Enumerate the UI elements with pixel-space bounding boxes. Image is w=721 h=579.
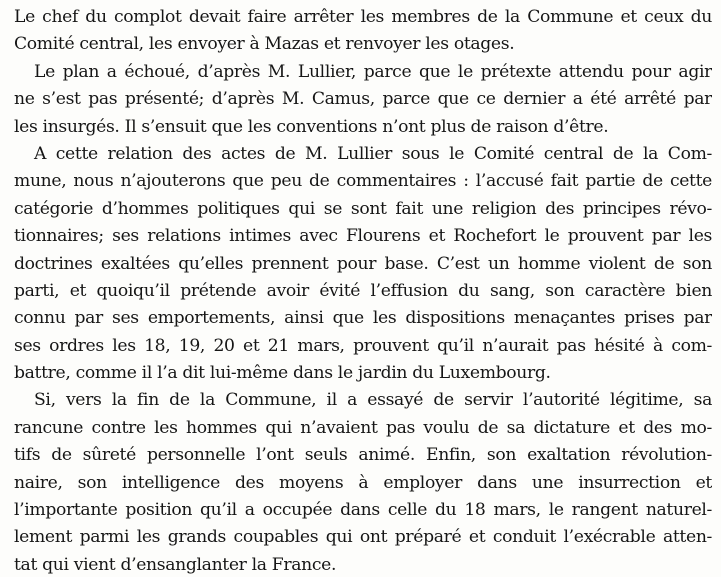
- text-line: tifs de sûreté personnelle l’ont seuls animé. Enfin, son exaltation révolution-: [14, 445, 712, 466]
- text-line: catégorie d’hommes politiques qui se sont fait une religion des principes révo-: [14, 198, 712, 219]
- text-line: parti, et quoiqu’il prétende avoir évité l’effusion du sang, son caractère bien: [14, 280, 712, 301]
- document-body: [14, 4, 712, 579]
- text-line: rancune contre les hommes qui n’avaient pas voulu de sa dictature et des mo-: [14, 417, 712, 438]
- text-line: mune, nous n’ajouterons que peu de commentaires : l’accusé fait partie de cette: [14, 171, 712, 192]
- paragraph-1: [14, 4, 712, 59]
- text-line: battre, comme il l’a dit lui-même dans le jardin du Luxembourg.: [14, 363, 551, 384]
- text-line: lement parmi les grands coupables qui ont préparé et conduit l’exécrable atten-: [14, 527, 712, 548]
- text-line: Si, vers la fin de la Commune, il a essayé de servir l’autorité légitime, sa: [34, 390, 712, 411]
- text-line: ses ordres les 18, 19, 20 et 21 mars, prouvent qu’il n’aurait pas hésité à com-: [14, 335, 712, 356]
- text-line: A cette relation des actes de M. Lullier sous le Comité central de la Com-: [34, 143, 712, 164]
- text-line: tat qui vient d’ensanglanter la France.: [14, 554, 337, 575]
- text-line: naire, son intelligence des moyens à employer dans une insurrection et: [14, 472, 712, 493]
- text-line: Le chef du complot devait faire arrêter les membres de la Commune et ceux du: [14, 7, 712, 27]
- text-line: Comité central, les envoyer à Mazas et renvoyer les otages.: [14, 34, 515, 55]
- text-line: les insurgés. Il s’ensuit que les conventions n’ont plus de raison d’être.: [14, 116, 609, 137]
- paragraph-3: [14, 141, 712, 388]
- text-line: doctrines exaltées qu’elles prennent pour base. C’est un homme violent de son: [14, 253, 712, 274]
- text-line: Le plan a échoué, d’après M. Lullier, parce que le prétexte attendu pour agir: [34, 61, 712, 82]
- paragraph-4: [14, 387, 712, 579]
- text-line: l’importante position qu’il a occupée dans celle du 18 mars, le rangent naturel-: [14, 500, 712, 521]
- paragraph-2: [14, 59, 712, 141]
- text-line: connu par ses emportements, ainsi que les dispositions menaçantes prises par: [14, 308, 712, 329]
- text-line: ne s’est pas présenté; d’après M. Camus, parce que ce dernier a été arrêté par: [14, 89, 712, 110]
- text-line: tionnaires; ses relations intimes avec Flourens et Rochefort le prouvent par les: [14, 226, 712, 247]
